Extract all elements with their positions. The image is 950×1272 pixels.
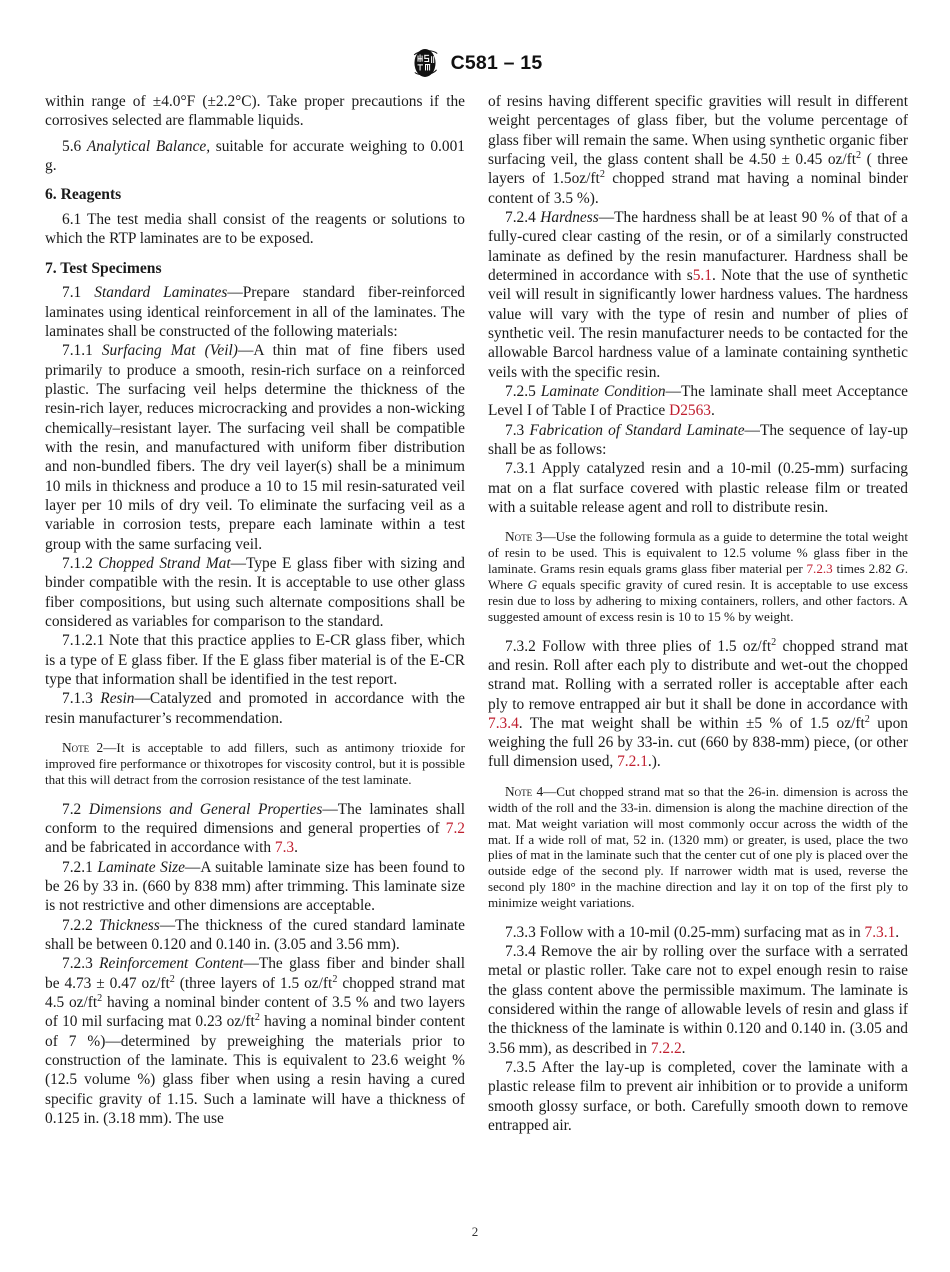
clause-number: 7.1.2 [62, 554, 93, 572]
clause-text: . [294, 839, 298, 857]
paragraph-7-2 [45, 800, 465, 858]
left-column [45, 92, 465, 1135]
paragraph-7-2-4 [488, 208, 908, 382]
symbol-g: G [895, 561, 905, 577]
clause-title: Surfacing Mat (Veil) [101, 342, 238, 360]
note-text: . Where [488, 561, 908, 593]
clause-title: Standard Laminates [94, 284, 228, 302]
clause-text: 7.3.2 Follow with three plies of 1.5 oz/ft [505, 637, 772, 655]
note-text: —Use the following formula as a guide to determine the total weight of resin to be used. This is equivalent to 12.5 volume % glass fiber in the laminate. Grams resin equals grams glass fiber material per [488, 529, 908, 577]
clause-text: —Prepare standard fiber-reinforced laminates using identical reinforcement in all of the laminates. The laminates shall be constructed of the following materials: [45, 284, 465, 341]
clause-text: chopped strand mat and resin. Roll after each ply to distribute and wet-out the chopped strand mat. Rolling with a serrated roller is acceptable after each ply to remove entrapped air but it shall be done in accordance with [488, 637, 908, 713]
clause-number: 5.6 [62, 137, 82, 155]
clause-text: .). [647, 753, 661, 771]
note-text: —It is acceptable to add fillers, such as antimony trioxide for improved fire performance or thixotropes for viscosity control, but it is possible that this will detract from the corrosion resistance of the test laminate. [45, 739, 465, 787]
article-body [45, 92, 909, 1135]
clause-number: 7.2 [62, 800, 82, 818]
superscript-two: 2 [864, 713, 870, 725]
clause-text: and be fabricated in accordance with [45, 839, 275, 857]
note-2 [45, 740, 465, 788]
clause-title: Hardness [540, 208, 599, 226]
clause-number: 7.1.3 [62, 690, 93, 708]
clause-text: (three layers of 1.5 oz/ft [174, 974, 333, 992]
page-header [0, 0, 950, 78]
clause-text: of resins having different specific gravities will result in different weight percentages of glass fiber, but the volume percentage of glass fiber will remain the same. When using synthetic organic fiber surfacing veil, the glass content shall be 4.50 ± 0.45 oz/ft [488, 93, 908, 168]
clause-title: Laminate Size [97, 858, 185, 876]
clause-text: —The laminates shall conform to the required dimensions and general properties of [45, 800, 465, 838]
clause-title: Chopped Strand Mat [98, 554, 231, 572]
cross-reference-link[interactable]: D2563 [669, 402, 712, 420]
superscript-two: 2 [771, 636, 777, 648]
cross-reference-link[interactable]: 7.2.1 [617, 753, 648, 771]
paragraph-5-5-continued: within range of ±4.0°F (±2.2°C). Take proper precautions if the corrosives selected are flammable liquids. [45, 93, 465, 130]
clause-text: . Note that the use of synthetic veil will result in significantly lower hardness values. The hardness value will vary with the type of resin and number of plies of synthetic veil. The resin manufacturer needs to be contacted for the allowable Barcol hardness value of a laminate containing synthetic veils with the specific resin. [488, 266, 908, 381]
clause-title: Resin [100, 690, 135, 708]
note-text: equals specific gravity of cured resin. It is acceptable to use excess resin due to loss by adhering to mixing containers, rollers, and other factors. A suggested amount of excess resin is 10 to 15 % by weight. [488, 577, 908, 624]
superscript-two: 2 [856, 149, 862, 161]
note-3 [488, 529, 908, 624]
clause-text: 7.3.3 Follow with a 10-mil (0.25-mm) surfacing mat as in [505, 923, 865, 941]
paragraph-7-3 [488, 421, 908, 460]
paragraph-7-2-3 [45, 954, 465, 1128]
paragraph-7-1-2 [45, 554, 465, 631]
cross-reference-link[interactable]: 7.3 [274, 839, 295, 857]
clause-number: 7.1.1 [62, 342, 93, 360]
clause-title: Thickness [99, 916, 160, 934]
clause-text: upon weighing the full 26 by 33-in. cut (660 by 838-mm) piece, (or other full dimension used, [488, 714, 908, 771]
astm-logo-icon [408, 48, 442, 78]
clause-text: —The hardness shall be at least 90 % of that of a fully-cured clear casting of the resin, or of a similarly constructed laminate as defined by the resin manufacturer. Hardness shall be determined in accordance with s [488, 208, 908, 284]
paragraph-7-1-3 [45, 689, 465, 728]
clause-text: . [895, 923, 900, 941]
superscript-two: 2 [97, 992, 103, 1004]
paragraph-7-2-5 [488, 382, 908, 421]
clause-text: suitable for accurate weighing to 0.001 g. [45, 137, 465, 174]
clause-text: . The mat weight shall be within ±5 % of 1.5 oz/ft [518, 714, 865, 732]
section-heading-7: 7. Test Specimens [45, 259, 162, 277]
note-4 [488, 784, 908, 911]
clause-text: having a nominal binder content of 3.5 % and two layers of 10 mil surfacing mat 0.23 oz/ft [45, 994, 465, 1031]
paragraph-5-6 [45, 137, 465, 176]
cross-reference-link[interactable]: 7.2 [445, 820, 465, 838]
note-text: —Cut chopped strand mat so that the 26-in. dimension is across the width of the roll and the 33-in. dimension is along the machine direction of the mat. Mat weight variation will most commonly occur across the width of the mat. If a wide roll of mat, 52 in. (1320 mm) or greater, is used, place the two plies of mat in the laminate such that the center cut of one ply is placed over the outside edge of the second ply. If narrower width mat is used, reverse the second ply 180° in the machine direction and lay it on top of the first ply to minimize weight variations. [488, 783, 908, 910]
clause-text: . [711, 402, 715, 420]
clause-text: having a nominal binder content of 7 %)—determined by preweighing the materials prior to construction of the laminate. This is equivalent to 23.6 weight % (12.5 volume %) glass fiber when using a resin having a cured specific gravity of 1.15. Such a laminate will have a thickness of 0.125 in. (3.18 mm). The use [45, 1013, 465, 1127]
clause-text: . [681, 1039, 686, 1057]
clause-text: —The laminate shall meet Acceptance Level I of Table I of Practice [488, 382, 909, 420]
cross-reference-link[interactable]: 7.3.1 [864, 923, 896, 941]
paragraph-7-3-1: 7.3.1 Apply catalyzed resin and a 10-mil (0.25-mm) surfacing mat on a flat surface covered with plastic release film or treated with a suitable release agent and roll to distribute resin. [488, 460, 908, 516]
clause-text: ( three layers of 1.5oz/ft [488, 150, 908, 188]
clause-text: —Type E glass fiber with sizing and binder compatible with the resin. It is acceptable to use other glass fiber compositions, but using such alternate compositions shall be considered as variables for comparison to the standard. [45, 554, 466, 630]
clause-title: Analytical Balance, [86, 137, 211, 155]
note-label: Note 4 [505, 783, 544, 799]
note-label: Note 2 [62, 739, 104, 755]
clause-title: Fabrication of Standard Laminate [529, 421, 745, 439]
clause-text: —The glass fiber and binder shall be 4.73 ± 0.47 oz/ft [45, 955, 466, 992]
paragraph-7-3-2 [488, 637, 908, 772]
paragraph-7-2-3-continued [488, 92, 908, 208]
superscript-two: 2 [599, 169, 605, 181]
paragraph-7-1-1 [45, 341, 465, 554]
clause-text: —A thin mat of fine fibers used primarily to produce a smooth, resin-rich surface on a reinforced plastic. The surfacing veil helps determine the thickness of the resin-rich layer, reduces microcracking and provides a non-wicking chemically–resistant layer. The surfacing veil shall be compatible with the resin, and manufactured with uniform fiber distribution and non-bundled fibers. The dry veil layer(s) shall be a minimum 10 mils in thickness and produce a 10 to 15 mil resin-saturated veil layer per 10 mils of dry veil. To eliminate the surfacing veil as a variable in corrosion tests, prepare each laminate within a test group with the same surfacing veil. [45, 342, 465, 553]
clause-number: 7.2.3 [62, 955, 93, 973]
document-designation: C581 – 15 [450, 51, 543, 74]
cross-reference-link[interactable]: 7.2.2 [650, 1039, 682, 1057]
paragraph-6-1: 6.1 The test media shall consist of the reagents or solutions to which the RTP laminates are to be exposed. [45, 211, 465, 248]
cross-reference-link[interactable]: 7.2.3 [806, 561, 833, 577]
clause-text: chopped strand mat 4.5 oz/ft [45, 974, 466, 1012]
clause-text: —A suitable laminate size has been found to be 26 by 33 in. (660 by 838 mm) after trimming. This laminate size is not restrictive and other dimensions are acceptable. [45, 858, 465, 915]
cross-reference-link[interactable]: 5.1 [692, 266, 712, 284]
paragraph-7-2-2 [45, 916, 465, 955]
clause-number: 7.2.2 [62, 916, 93, 934]
paragraph-7-1 [45, 283, 465, 341]
clause-text: 7.3.4 Remove the air by rolling over the surface with a serrated metal or plastic roller. Take care not to expel enough resin to raise the glass content above the permissible maximum. The laminate is considered within the range of allowable levels of resin and glass if the thickness of the laminate is within 0.120 and 0.140 in. (3.05 and 3.56 mm), as described in [488, 943, 908, 1057]
superscript-two: 2 [332, 973, 338, 985]
clause-number: 7.2.1 [62, 858, 93, 876]
clause-number: 7.2.5 [505, 382, 536, 400]
clause-title: Dimensions and General Properties [88, 800, 323, 818]
page-footer [0, 1224, 950, 1240]
clause-number: 7.2.4 [505, 208, 536, 226]
clause-number: 7.3 [505, 421, 525, 439]
right-column [488, 92, 908, 1135]
clause-title: Reinforcement Content [99, 955, 244, 973]
cross-reference-link[interactable]: 7.3.4 [488, 714, 519, 732]
paragraph-7-3-3 [488, 923, 908, 942]
note-label: Note 3 [505, 529, 543, 545]
paragraph-7-3-4 [488, 942, 908, 1058]
paragraph-7-3-5: 7.3.5 After the lay-up is completed, cover the laminate with a plastic release film to prevent air inhibition or to provide a uniform smooth glossy surface, or both. Carefully smooth down to remove entrapped air. [488, 1059, 908, 1135]
clause-text: chopped strand mat having a nominal binder content of 3.5 %). [488, 170, 908, 207]
clause-text: —Catalyzed and promoted in accordance with the resin manufacturer’s recommendation. [45, 690, 465, 727]
section-heading-6: 6. Reagents [45, 186, 122, 204]
symbol-g: G [527, 577, 538, 593]
superscript-two: 2 [169, 973, 175, 985]
clause-title: Laminate Condition [540, 382, 666, 400]
clause-text: —The sequence of lay-up shall be as follows: [488, 421, 908, 458]
paragraph-7-1-2-1: 7.1.2.1 Note that this practice applies to E-CR glass fiber, which is a type of E glass fiber. If the E glass fiber material is of the E-CR type that information shall be identified in the test report. [45, 632, 465, 688]
paragraph-7-2-1 [45, 858, 465, 916]
note-text: times 2.82 [832, 561, 896, 577]
page-number: 2 [471, 1224, 479, 1239]
clause-number: 7.1 [62, 284, 82, 302]
superscript-two: 2 [254, 1012, 260, 1024]
clause-text: —The thickness of the cured standard laminate shall be between 0.120 and 0.140 in. (3.05 and 3.56 mm). [45, 916, 465, 954]
